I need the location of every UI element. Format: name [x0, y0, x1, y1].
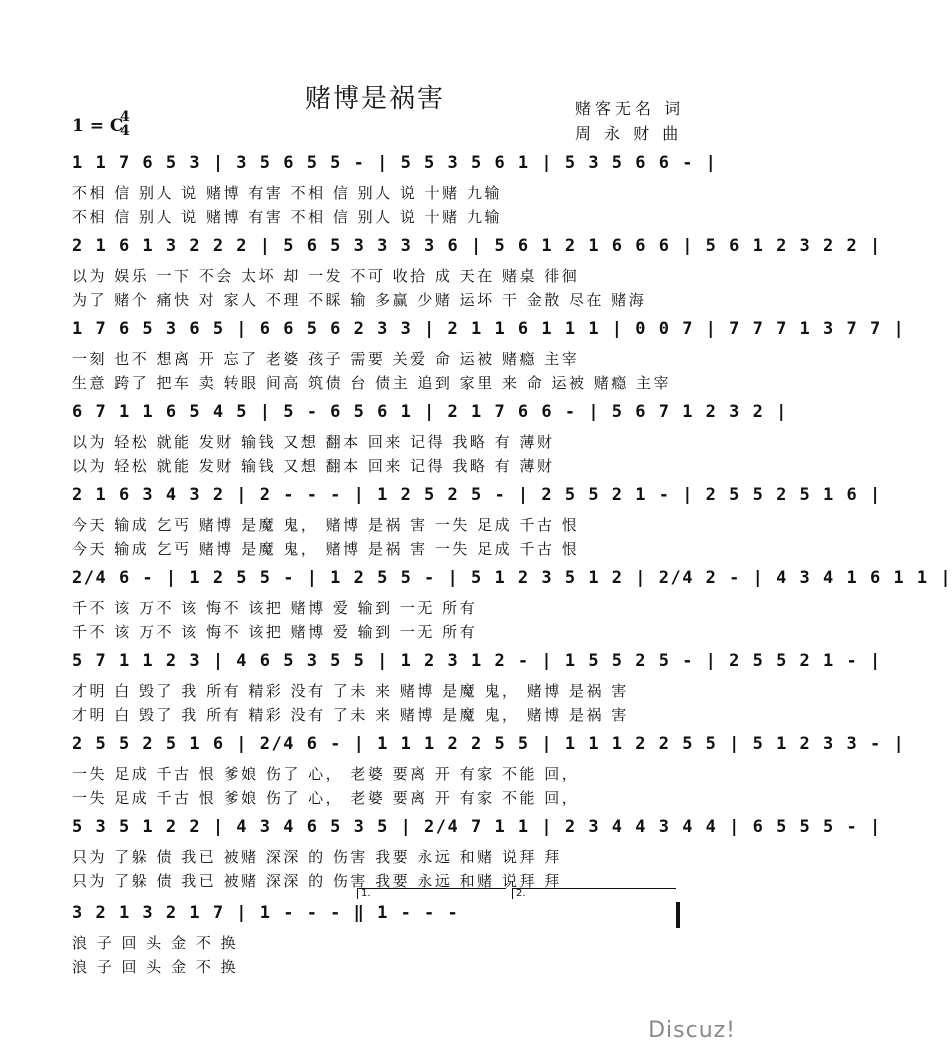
lyric-verse-2: 今天 输成 乞丐 赌博 是魔 鬼， 赌博 是祸 害 一失 足成 千古 恨 — [72, 540, 580, 558]
lyric-verse-1: 不相 信 别人 说 赌博 有害 不相 信 别人 说 十赌 九输 — [72, 184, 502, 202]
composer-credit: 周 永 财 曲 — [575, 124, 683, 143]
lyric-verse-2: 以为 轻松 就能 发财 输钱 又想 翻本 回来 记得 我略 有 薄财 — [72, 457, 555, 475]
lyric-verse-2: 才明 白 毁了 我 所有 精彩 没有 了未 来 赌博 是魔 鬼， 赌博 是祸 害 — [72, 706, 629, 724]
lyric-verse-1: 以为 娱乐 一下 不会 太坏 却 一发 不可 收拾 成 天在 赌桌 徘徊 — [72, 267, 580, 285]
final-barline — [676, 902, 680, 928]
notation-line: 6 7 1 1 6 5 4 5 | 5 - 6 5 6 1 | 2 1 7 6 6 - | 5 6 7 1 2 3 2 | — [72, 402, 788, 422]
notation-line: 3 2 1 3 2 1 7 | 1 - - - ‖ 1 - - - — [72, 903, 460, 923]
lyric-verse-2: 不相 信 别人 说 赌博 有害 不相 信 别人 说 十赌 九输 — [72, 208, 502, 226]
lyric-verse-1: 一刻 也不 想离 开 忘了 老婆 孩子 需要 关爱 命 运被 赌瘾 主宰 — [72, 350, 580, 368]
notation-line: 2 1 6 3 4 3 2 | 2 - - - | 1 2 5 2 5 - | 2 5 5 2 1 - | 2 5 5 2 5 1 6 | — [72, 485, 882, 505]
lyricist-credit: 赌客无名 词 — [575, 99, 685, 118]
lyric-verse-1: 一失 足成 千古 恨 爹娘 伤了 心， 老婆 要离 开 有家 不能 回， — [72, 765, 580, 783]
time-signature-top: 4 — [120, 109, 130, 125]
lyric-verse-1: 今天 输成 乞丐 赌博 是魔 鬼， 赌博 是祸 害 一失 足成 千古 恨 — [72, 516, 580, 534]
lyric-verse-2: 生意 跨了 把车 卖 转眼 间高 筑债 台 债主 追到 家里 来 命 运被 赌瘾 主宰 — [72, 374, 672, 392]
lyric-verse-1: 才明 白 毁了 我 所有 精彩 没有 了未 来 赌博 是魔 鬼， 赌博 是祸 害 — [72, 682, 629, 700]
notation-line: 5 3 5 1 2 2 | 4 3 4 6 5 3 5 | 2/4 7 1 1 | 2 3 4 4 3 4 4 | 6 5 5 5 - | — [72, 817, 882, 837]
time-signature — [120, 110, 130, 138]
lyric-verse-2: 为了 赌个 痛快 对 家人 不理 不睬 输 多赢 少赌 运坏 干 金散 尽在 赌海 — [72, 291, 647, 309]
notation-line: 1 7 6 5 3 6 5 | 6 6 5 6 2 3 3 | 2 1 1 6 1 1 1 | 0 0 7 | 7 7 7 1 3 7 7 | — [72, 319, 906, 339]
notation-line: 2 5 5 2 5 1 6 | 2/4 6 - | 1 1 1 2 2 5 5 | 1 1 1 2 2 5 5 | 5 1 2 3 3 - | — [72, 734, 906, 754]
notation-line: 2/4 6 - | 1 2 5 5 - | 1 2 5 5 - | 5 1 2 3 5 1 2 | 2/4 2 - | 4 3 4 1 6 1 1 | — [72, 568, 952, 588]
key-signature: 1 = C — [72, 116, 124, 136]
lyric-verse-1: 以为 轻松 就能 发财 输钱 又想 翻本 回来 记得 我略 有 薄财 — [72, 433, 555, 451]
notation-line: 5 7 1 1 2 3 | 4 6 5 3 5 5 | 1 2 3 1 2 - | 1 5 5 2 5 - | 2 5 5 2 1 - | — [72, 651, 882, 671]
time-signature-bottom: 4 — [120, 123, 130, 139]
first-ending-bracket: 1. — [357, 888, 506, 899]
lyric-verse-1: 千不 该 万不 该 悔不 该把 赌博 爱 输到 一无 所有 — [72, 599, 478, 617]
lyric-verse-2: 一失 足成 千古 恨 爹娘 伤了 心， 老婆 要离 开 有家 不能 回， — [72, 789, 580, 807]
lyric-verse-1: 浪 子 回 头 金 不 换 — [72, 934, 239, 952]
song-title: 赌博是祸害 — [304, 84, 445, 114]
forum-watermark: Discuz! — [648, 1018, 736, 1043]
lyric-verse-2: 浪 子 回 头 金 不 换 — [72, 958, 239, 976]
lyric-verse-1: 只为 了躲 债 我已 被赌 深深 的 伤害 我要 永远 和赌 说拜 拜 — [72, 848, 562, 866]
lyric-verse-2: 只为 了躲 债 我已 被赌 深深 的 伤害 我要 永远 和赌 说拜 拜 — [72, 872, 562, 890]
notation-line: 1 1 7 6 5 3 | 3 5 6 5 5 - | 5 5 3 5 6 1 | 5 3 5 6 6 - | — [72, 153, 718, 173]
second-ending-bracket: 2. — [512, 888, 676, 899]
lyric-verse-2: 千不 该 万不 该 悔不 该把 赌博 爱 输到 一无 所有 — [72, 623, 478, 641]
notation-line: 2 1 6 1 3 2 2 2 | 5 6 5 3 3 3 3 6 | 5 6 1 2 1 6 6 6 | 5 6 1 2 3 2 2 | — [72, 236, 882, 256]
